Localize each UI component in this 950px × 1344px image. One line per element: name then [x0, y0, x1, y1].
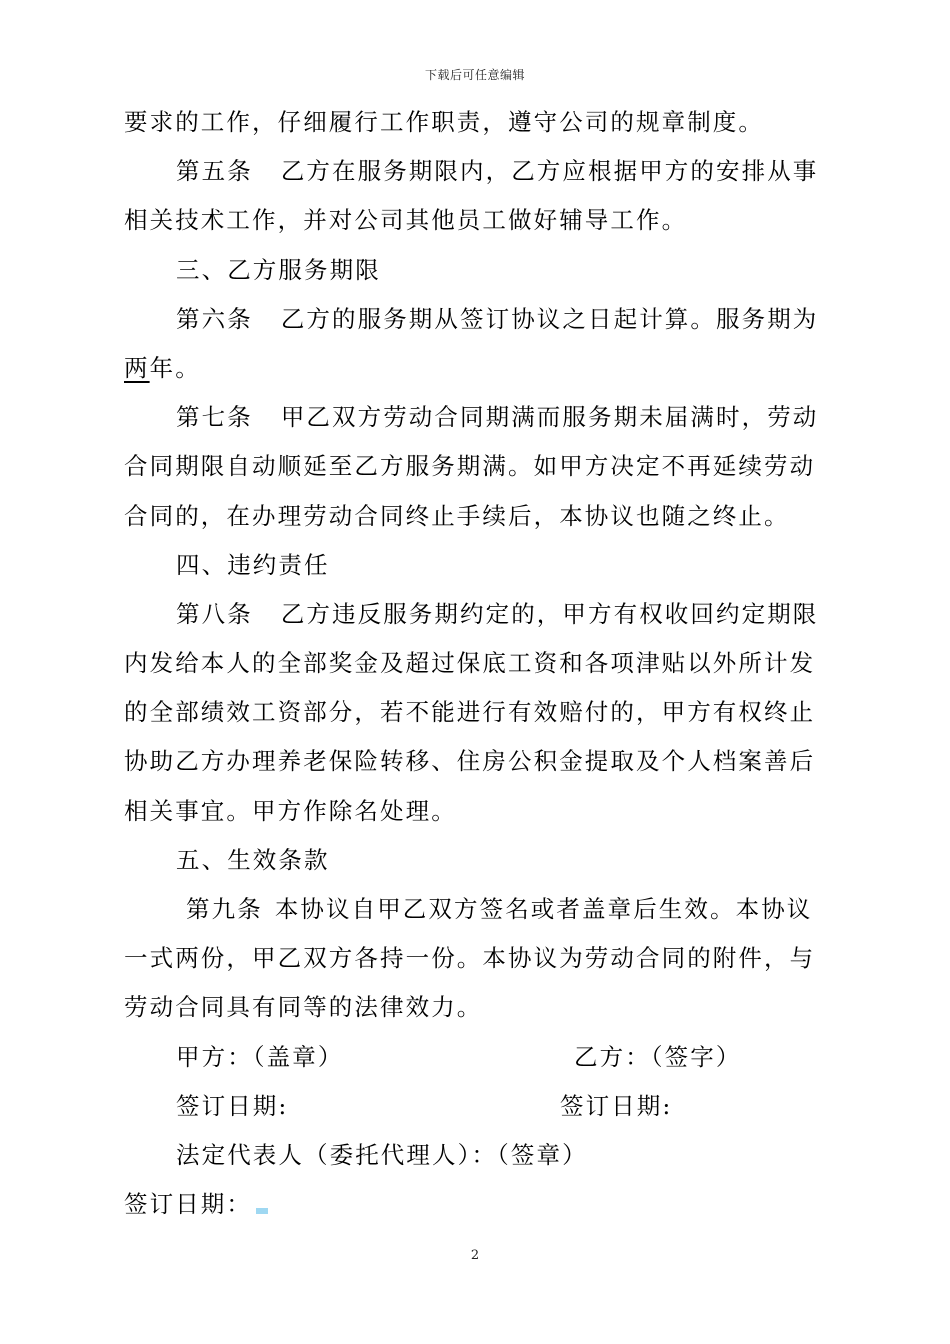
article-7-line-1: [124, 393, 829, 442]
article-5-label: 第五条: [176, 157, 253, 186]
article-9-line-1: [124, 885, 829, 934]
article-5-text: 乙方在服务期限内，乙方应根据甲方的安排从事: [280, 157, 819, 186]
article-8-text: 乙方违反服务期约定的，甲方有权收回约定期限: [280, 599, 819, 628]
document-body: [124, 98, 829, 1229]
article-8-line-2: 内发给本人的全部奖金及超过保底工资和各项津贴以外所计发: [124, 649, 816, 678]
page-number: 2: [470, 1248, 480, 1263]
service-years-value: 两: [124, 353, 150, 382]
final-date-line: [124, 1180, 829, 1229]
page-header: 下载后可任意编辑: [424, 68, 525, 82]
article-7-text: 甲乙双方劳动合同期满而服务期未届满时，劳动: [280, 403, 819, 432]
paragraph-line: 要求的工作，仔细履行工作职责，遵守公司的规章制度。: [124, 108, 764, 136]
article-8-line-1: [124, 590, 829, 639]
party-b-date-label: 签订日期:: [560, 1091, 673, 1120]
article-8-line-4: 协助乙方办理养老保险转移、住房公积金提取及个人档案善后: [124, 747, 816, 776]
article-6-line-2: [124, 344, 829, 393]
section-5-heading: 五、生效条款: [176, 845, 330, 874]
article-8-line-3: 的全部绩效工资部分，若不能进行有效赔付的，甲方有权终止: [124, 698, 816, 727]
article-6-text-end: 年。: [149, 353, 201, 382]
article-5-line-2: 相关技术工作，并对公司其他员工做好辅导工作。: [124, 206, 688, 235]
section-3-heading: 三、乙方服务期限: [176, 255, 381, 284]
final-date-label: 签订日期：: [124, 1190, 252, 1219]
party-b-signature-label: 乙方：（签字）: [574, 1042, 742, 1071]
article-7-line-3: 合同的，在办理劳动合同终止手续后，本协议也随之终止。: [124, 501, 790, 530]
article-5-line-1: [124, 147, 829, 196]
signature-row-parties: [124, 1033, 829, 1082]
article-6-line-1: [124, 295, 829, 344]
article-9-text: 本协议自甲乙双方签名或者盖章后生效。本协议: [274, 895, 813, 923]
signature-row-dates: [124, 1082, 829, 1131]
article-6-label: 第六条: [176, 304, 253, 333]
article-8-label: 第八条: [176, 599, 253, 628]
article-9-line-3: 劳动合同具有同等的法律效力。: [124, 993, 483, 1022]
legal-representative-label: 法定代表人（委托代理人）：（签章）: [176, 1140, 588, 1169]
article-6-text: 乙方的服务期从签订协议之日起计算。服务期为: [280, 304, 819, 333]
section-4-heading: 四、违约责任: [176, 550, 330, 579]
article-7-label: 第七条: [176, 403, 253, 432]
article-8-line-5: 相关事宜。甲方作除名处理。: [124, 796, 457, 825]
article-7-line-2: 合同期限自动顺延至乙方服务期满。如甲方决定不再延续劳动: [124, 452, 816, 481]
article-9-line-2: 一式两份，甲乙双方各持一份。本协议为劳动合同的附件，与: [124, 944, 816, 973]
party-a-date-label: 签订日期:: [176, 1091, 289, 1120]
text-cursor-highlight[interactable]: [256, 1208, 268, 1214]
party-a-seal-label: 甲方：（盖章）: [176, 1042, 344, 1071]
article-9-label: 第九条: [186, 895, 263, 923]
